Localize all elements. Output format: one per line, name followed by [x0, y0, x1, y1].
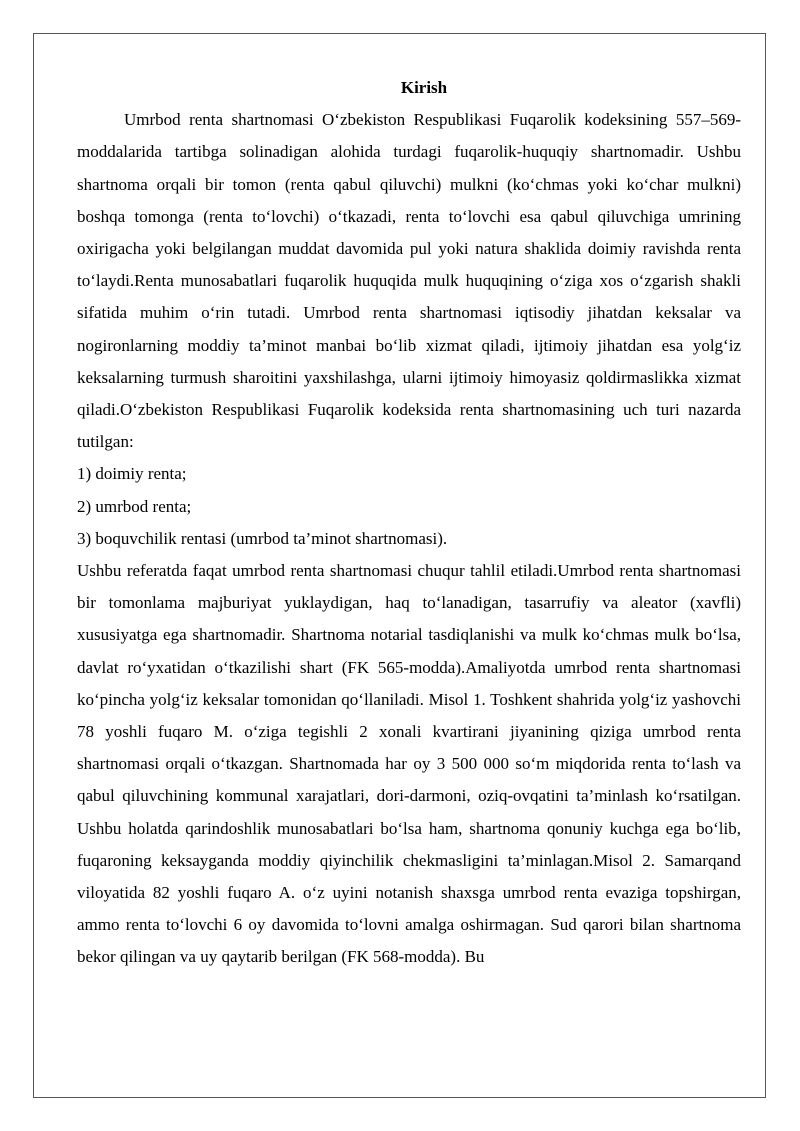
list-item-1: 1) doimiy renta;	[77, 464, 187, 484]
document-title: Kirish	[400, 78, 448, 97]
intro-paragraph: Umrbod renta shartnomasi O‘zbekiston Respublikasi Fuqarolik kodeksining 557–569-moddalarida tartibga solinadigan alohida turdagi fuqarolik-huquqiy shartnomadir. Ushbu shartnoma orqali bir tomon (renta qabul qiluvchi) mulkni (ko‘chmas yoki ko‘char mulkni) boshqa tomonga (renta to‘lovchi) o‘tkazadi, renta to‘lovchi esa qabul qiluvchiga umrining oxirigacha yoki belgilangan muddat davomida pul yoki natura shaklida doimiy ravishda renta to‘laydi.Renta munosabatlari fuqarolik huquqida mulk huquqining o‘ziga xos o‘zgarish shakli sifatida muhim o‘rin tutadi. Umrbod renta shartnomasi iqtisodiy jihatdan keksalar va nogironlarning moddiy ta’minot manbai bo‘lib xizmat qiladi, ijtimoiy jihatdan esa yolg‘iz keksalarning turmush sharoitini yaxshilashga, ularni ijtimoiy himoyasiz qoldirmaslikka xizmat qiladi.O‘zbekiston Respublikasi Fuqarolik kodeksida renta shartnomasining uch turi nazarda tutilgan:	[77, 110, 741, 452]
list-item-2: 2) umrbod renta;	[77, 496, 192, 516]
document-body	[77, 72, 741, 974]
body-paragraph: Ushbu referatda faqat umrbod renta shartnomasi chuqur tahlil etiladi.Umrbod renta shartnomasi bir tomonlama majburiyat yuklaydigan, haq to‘lanadigan, tasarrufiy va aleator (xavfli) xususiyatga ega shartnomadir. Shartnoma notarial tasdiqlanishi va mulk ko‘chmas mulk bo‘lsa, davlat ro‘yxatidan o‘tkazilishi shart (FK 565-modda).Amaliyotda umrbod renta shartnomasi ko‘pincha yolg‘iz keksalar tomonidan qo‘llaniladi. Misol 1. Toshkent shahrida yolg‘iz yashovchi 78 yoshli fuqaro M. o‘ziga tegishli 2 xonali kvartirani jiyanining qiziga umrbod renta shartnomasi orqali o‘tkazgan. Shartnomada har oy 3 500 000 so‘m miqdorida renta to‘lash va qabul qiluvchining kommunal xarajatlari, dori-darmoni, oziq-ovqatini ta’minlash ko‘rsatilgan. Ushbu holatda qarindoshlik munosabatlari bo‘lsa ham, shartnoma qonuniy kuchga ega bo‘lib, fuqaroning keksayganda moddiy qiyinchilik chekmasligini ta’minlagan.Misol 2. Samarqand viloyatida 82 yoshli fuqaro A. o‘z uyini notanish shaxsga umrbod renta evaziga topshirgan, ammo renta to‘lovchi 6 oy davomida to‘lovni amalga oshirmagan. Sud qarori bilan shartnoma bekor qilingan va uy qaytarib berilgan (FK 568-modda). Bu	[77, 561, 741, 967]
list-item-3: 3) boquvchilik rentasi (umrbod ta’minot shartnomasi).	[77, 528, 448, 548]
